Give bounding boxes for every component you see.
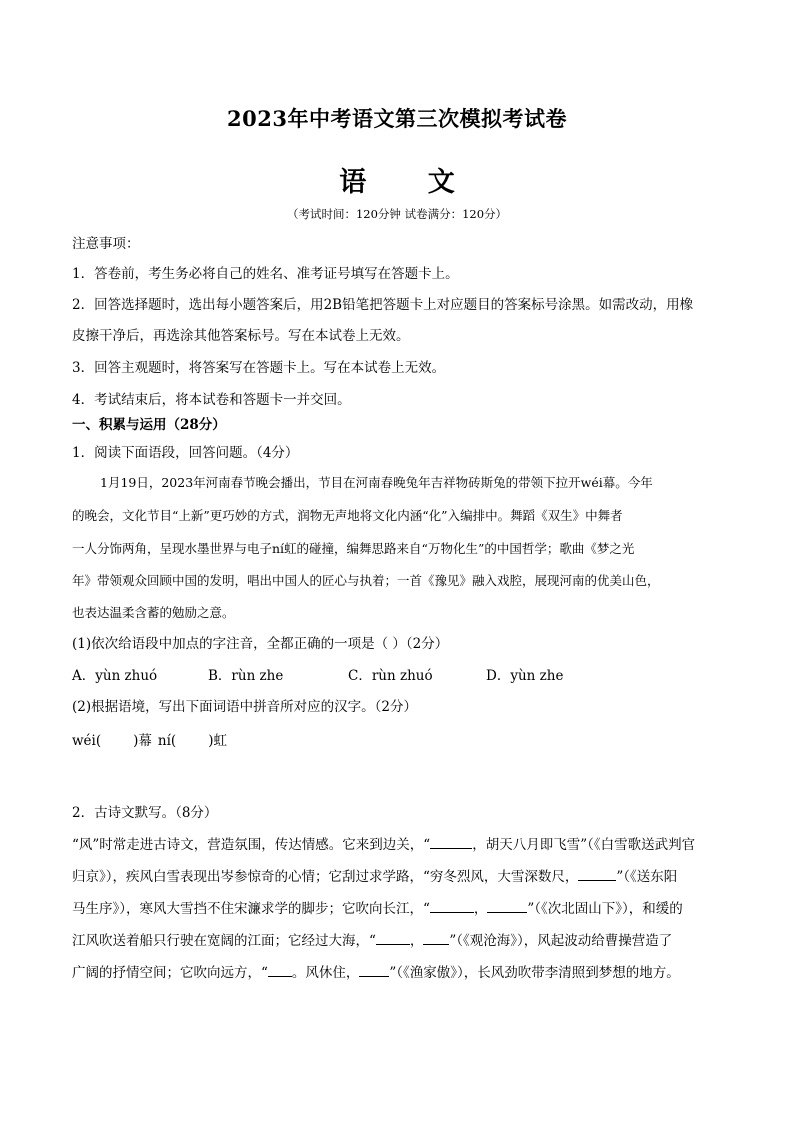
notes-heading: 注意事项： xyxy=(72,236,140,252)
poem-line: 马生序》），寒风大雪挡不住宋濂求学的脚步；它吹向长江，“ ， ”（《次北固山下》），和缓的 xyxy=(72,898,683,919)
fill-label: ní( xyxy=(157,733,177,749)
option-a[interactable]: A．yùn zhuó xyxy=(72,668,158,684)
subject-heading: 语 文 xyxy=(339,167,481,198)
page-title: 2023年中考语文第三次模拟考试卷 xyxy=(227,106,567,131)
question-1-stem: 1．阅读下面语段，回答问题。（4分） xyxy=(72,445,299,461)
passage-line: 也表达温柔含蓄的勉励之意。 xyxy=(72,605,235,620)
answer-blank[interactable] xyxy=(376,930,410,945)
note-item: 3．回答主观题时，将答案写在答题卡上。写在本试卷上无效。 xyxy=(72,360,446,376)
answer-blank[interactable] xyxy=(268,962,292,977)
poem-line: 江风吹送着船只行驶在宽阔的江面；它经过大海，“ ， ”（《观沧海》），风起波动给曹操营造了 xyxy=(72,930,672,951)
question-1-options xyxy=(72,666,563,686)
answer-blank[interactable] xyxy=(430,898,474,913)
option-d[interactable]: D．yùn zhe xyxy=(486,668,564,684)
fill-label: wéi( xyxy=(72,733,102,749)
option-b[interactable]: B．rùn zhe xyxy=(208,668,284,684)
option-c[interactable]: C．rùn zhuó xyxy=(348,668,433,684)
answer-blank[interactable] xyxy=(487,898,527,913)
exam-info: （考试时间：120分钟 试卷满分：120分） xyxy=(286,207,508,221)
note-item: 1．答卷前，考生务必将自己的姓名、准考证号填写在答题卡上。 xyxy=(72,266,459,282)
passage-line: 1月19日，2023年河南春节晚会播出，节目在河南春晚兔年吉祥物砖斯兔的带领下拉开wéi幕。今年 xyxy=(100,475,653,490)
answer-blank[interactable] xyxy=(359,962,389,977)
passage-line: 的晚会，文化节目“上新”更巧妙的方式，润物无声地将文化内涵“化”入编排中。舞蹈《双生》中舞者 xyxy=(72,508,623,523)
poem-line: “风”时常走进古诗文，营造氛围，传达情感。它来到边关，“ ，胡天八月即飞雪”（《白雪歌送武判官 xyxy=(72,834,695,855)
poem-line: 归京》），疾风白雪表现出岑参惊奇的心情；它刮过求学路，“穷冬烈风，大雪深数尺， ”（《送东阳 xyxy=(72,866,677,887)
section-heading: 一、积累与运用（28分） xyxy=(72,417,226,433)
answer-blank[interactable] xyxy=(423,930,449,945)
passage-line: 一人分饰两角，呈现水墨世界与电子ní虹的碰撞，编舞思路来自“万物化生”的中国哲学；歌曲《梦之光 xyxy=(72,541,635,556)
passage-line: 年》带领观众回顾中国的发明，唱出中国人的匠心与执着；一首《豫见》融入戏腔，展现河南的优美山色， xyxy=(72,573,660,588)
note-item: 皮擦干净后，再选涂其他答案标号。写在本试卷上无效。 xyxy=(72,328,410,344)
question-2-stem: 2．古诗文默写。（8分） xyxy=(72,805,218,821)
note-item: 2．回答选择题时，选出每小题答案后，用2B铅笔把答题卡上对应题目的答案标号涂黑。如需改动，用橡 xyxy=(72,297,694,313)
poem-line: 广阔的抒情空间；它吹向远方，“ 。风休住， ”（《渔家傲》），长风劲吹带李清照到梦想的地方。 xyxy=(72,962,680,983)
question-1-sub1: (1)依次给语段中加点的字注音，全都正确的一项是（ ）（2分） xyxy=(72,636,449,652)
answer-blank[interactable] xyxy=(578,866,616,881)
fill-blank-row xyxy=(72,731,227,751)
answer-blank[interactable] xyxy=(430,834,472,849)
note-item: 4．考试结束后，将本试卷和答题卡一并交回。 xyxy=(72,392,351,408)
fill-label: )幕 xyxy=(133,733,152,749)
fill-label: )虹 xyxy=(208,733,227,749)
question-1-sub2: (2)根据语境，写出下面词语中拼音所对应的汉字。（2分） xyxy=(72,699,417,715)
